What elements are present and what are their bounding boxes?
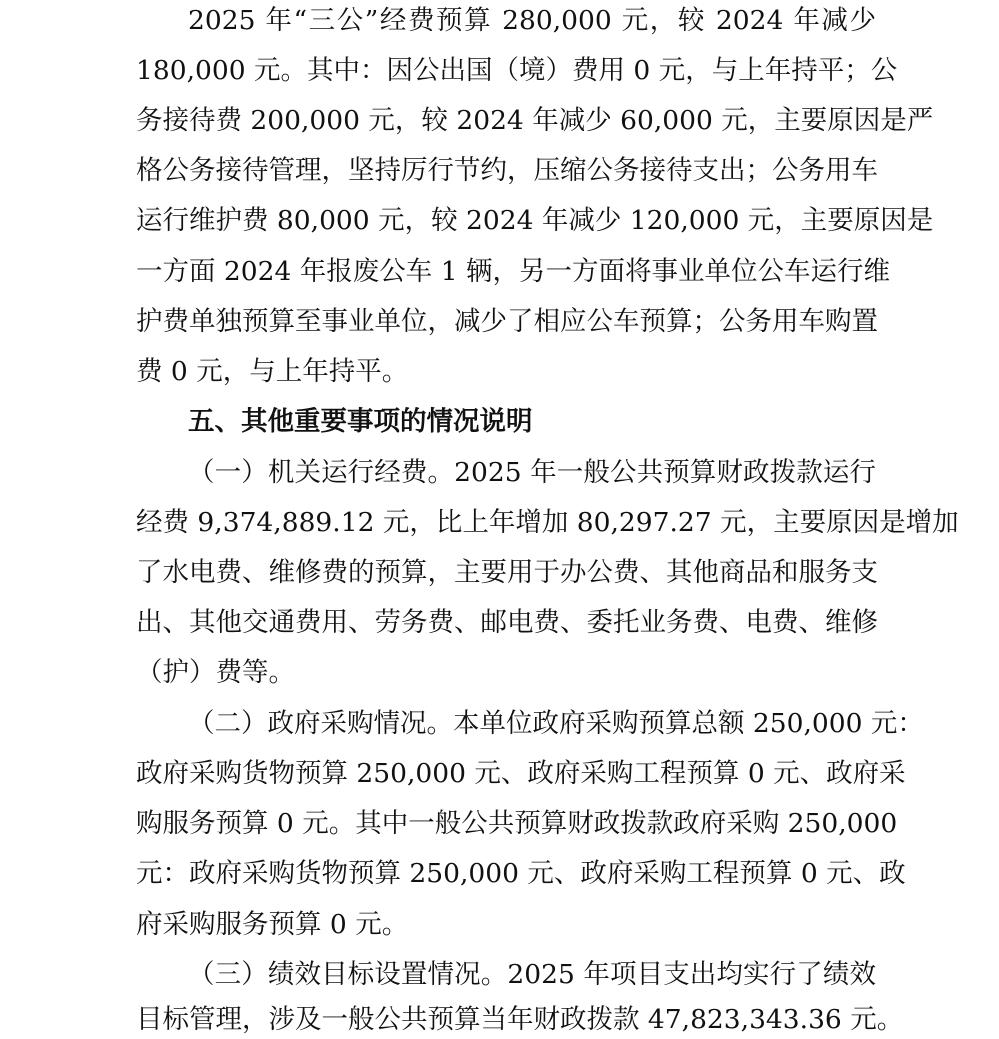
text-line: 务接待费 200,000 元，较 2024 年减少 60,000 元，主要原因是严	[136, 105, 934, 136]
text-line: 政府采购货物预算 250,000 元、政府采购工程预算 0 元、政府采	[136, 758, 906, 789]
text-line: 经费 9,374,889.12 元，比上年增加 80,297.27 元，主要原因是增加	[136, 507, 959, 538]
text-line: 2025 年“三公”经费预算 280,000 元，较 2024 年减少	[188, 5, 876, 36]
text-line: 180,000 元。其中：因公出国（境）费用 0 元，与上年持平；公	[136, 55, 898, 86]
text-line: （护）费等。	[136, 657, 295, 688]
text-line: 一方面 2024 年报废公车 1 辆，另一方面将事业单位公车运行维	[136, 256, 890, 287]
text-line: 费 0 元，与上年持平。	[136, 356, 409, 387]
section-five-heading: 五、其他重要事项的情况说明	[188, 406, 533, 437]
text-line: 元：政府采购货物预算 250,000 元、政府采购工程预算 0 元、政	[136, 858, 906, 889]
text-line: 格公务接待管理，坚持厉行节约，压缩公务接待支出；公务用车	[136, 155, 878, 186]
text-line: 府采购服务预算 0 元。	[136, 909, 409, 940]
text-line: 了水电费、维修费的预算，主要用于办公费、其他商品和服务支	[136, 557, 878, 588]
text-line: （二）政府采购情况。本单位政府采购预算总额 250,000 元：	[188, 708, 924, 739]
text-line: 运行维护费 80,000 元，较 2024 年减少 120,000 元，主要原因是	[136, 205, 934, 236]
text-line: 购服务预算 0 元。其中一般公共预算财政拨款政府采购 250,000	[136, 808, 898, 839]
text-line: 护费单独预算至事业单位，减少了相应公车预算；公务用车购置	[136, 306, 878, 337]
text-line: （一）机关运行经费。2025 年一般公共预算财政拨款运行	[188, 457, 876, 488]
text-line: （三）绩效目标设置情况。2025 年项目支出均实行了绩效	[188, 959, 876, 990]
text-line: 出、其他交通费用、劳务费、邮电费、委托业务费、电费、维修	[136, 607, 878, 638]
text-line: 目标管理，涉及一般公共预算当年财政拨款 47,823,343.36 元。	[136, 1004, 904, 1035]
